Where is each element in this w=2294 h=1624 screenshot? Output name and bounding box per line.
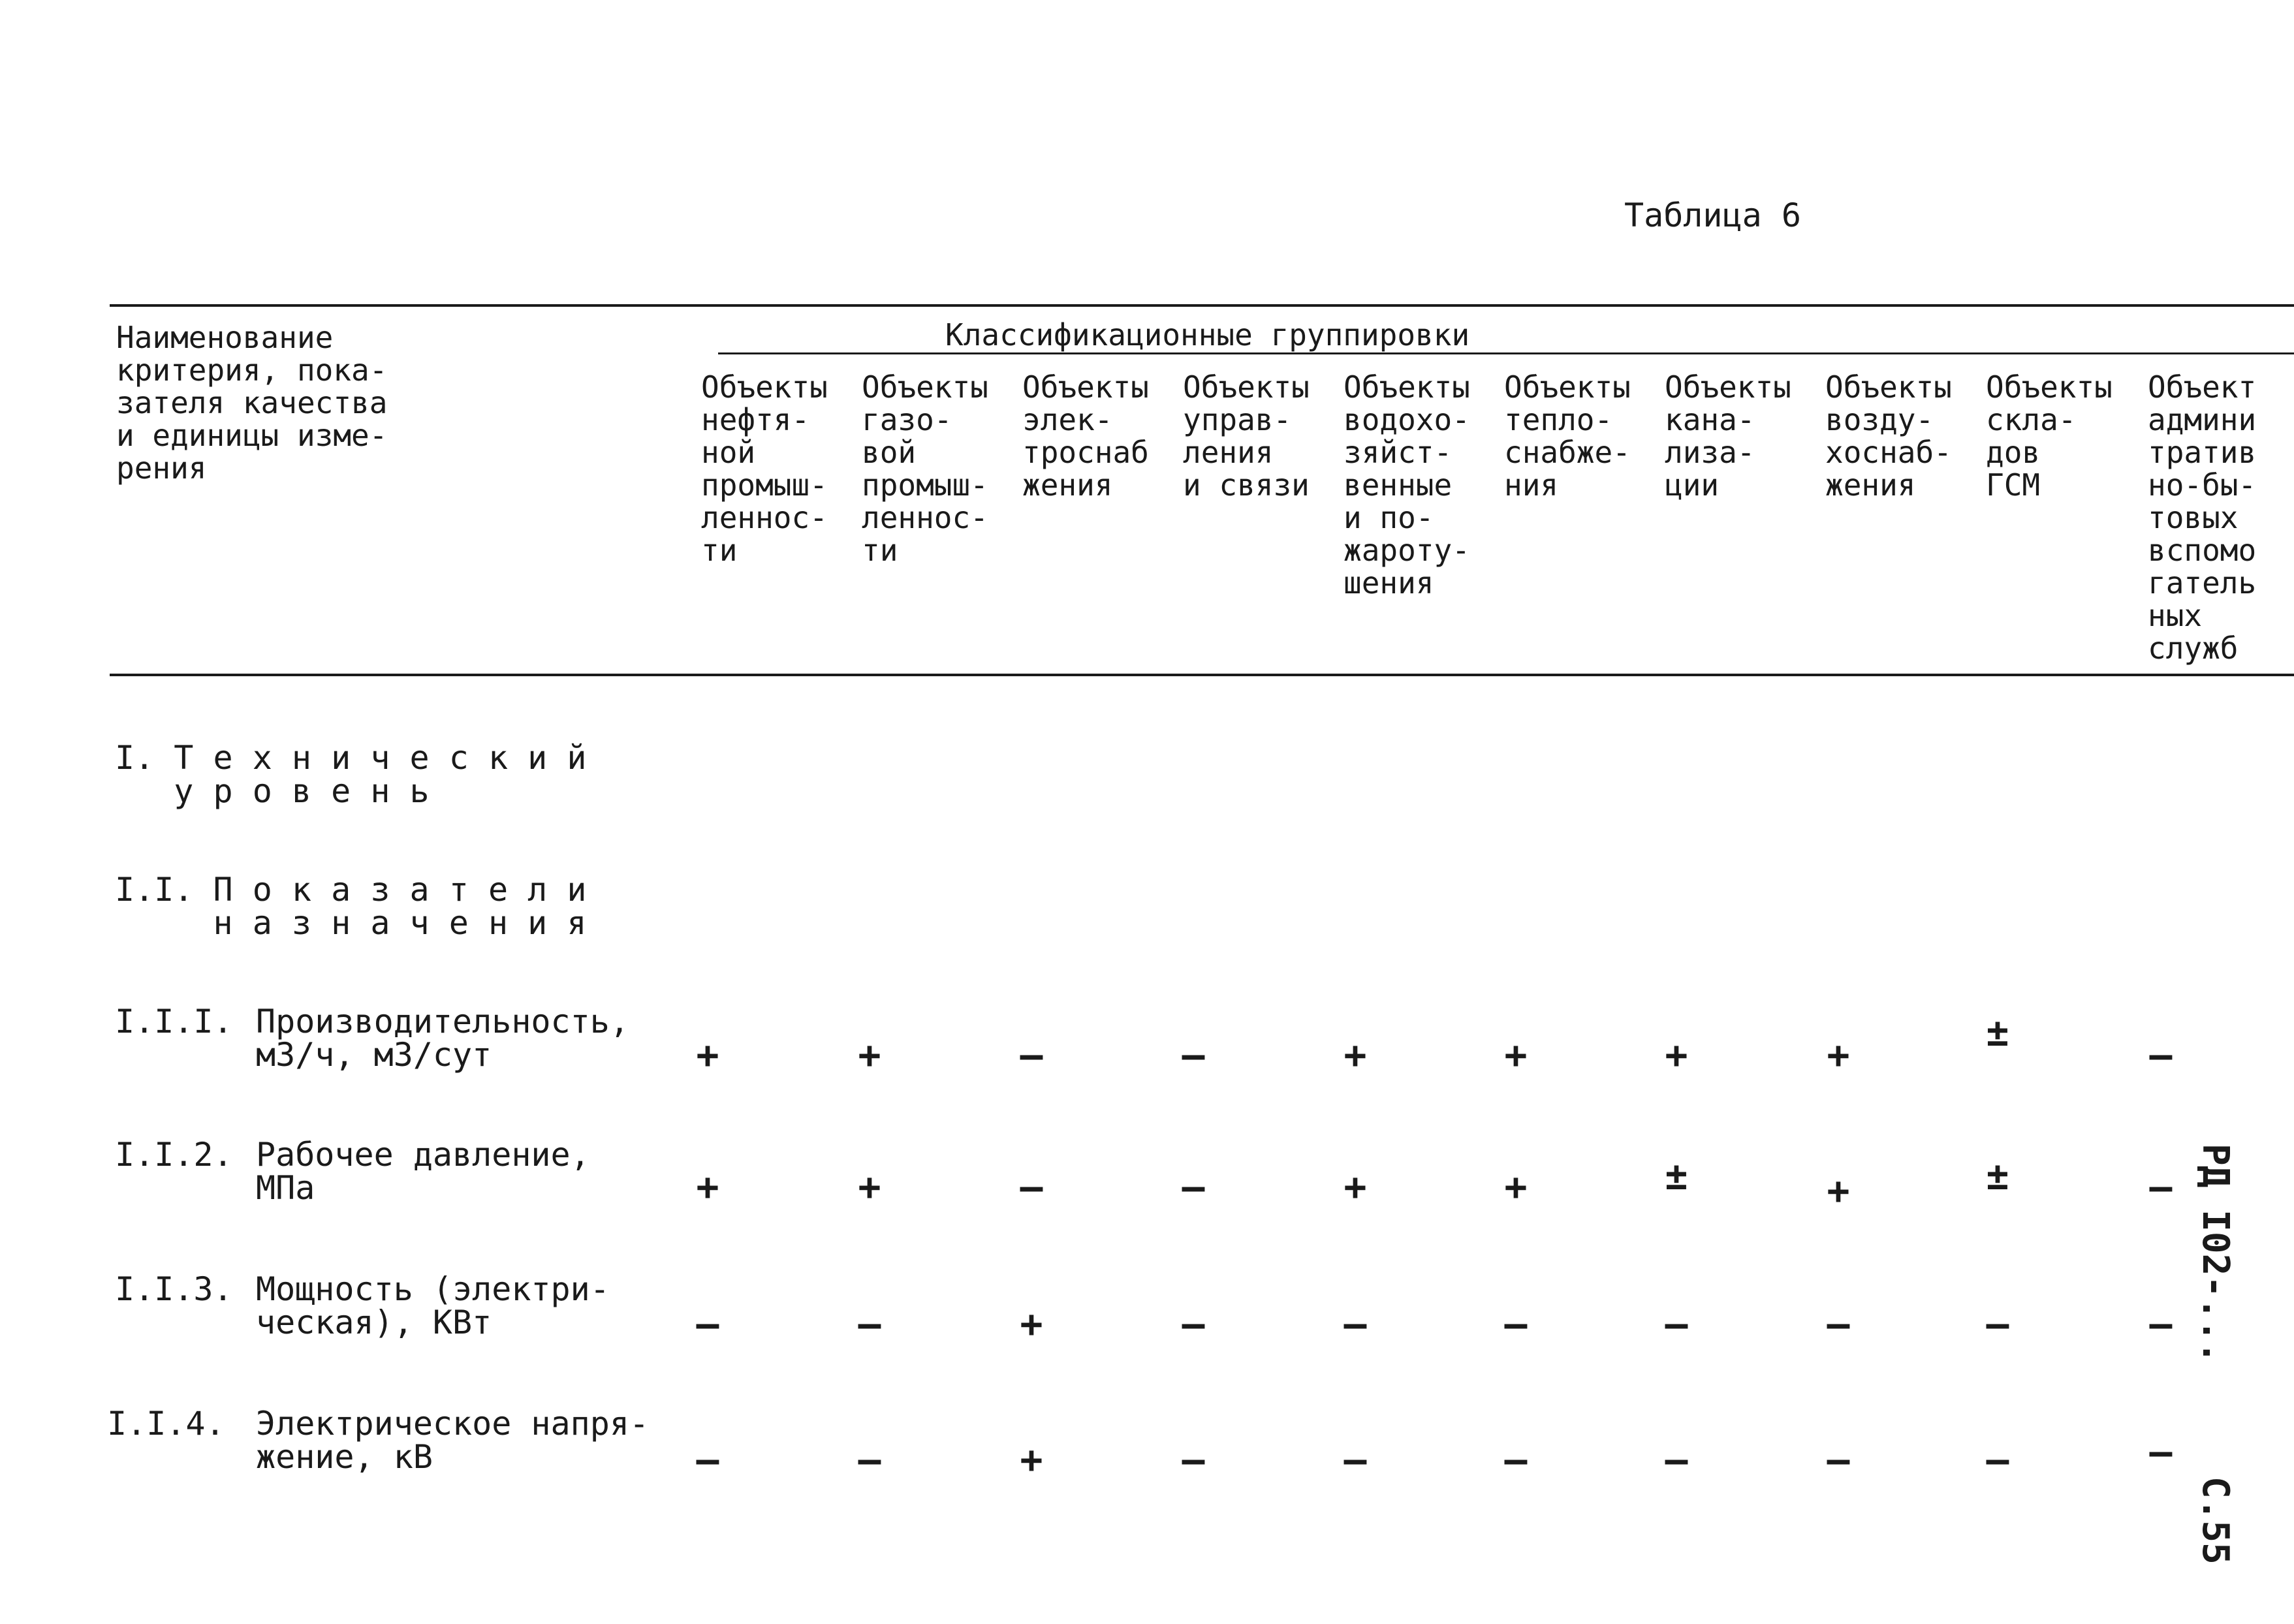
- value-cell: –: [1504, 1302, 1528, 1346]
- value-cell: ±: [1665, 1154, 1688, 1198]
- document-code: РД I02-...: [2194, 1144, 2237, 1364]
- value-cell: –: [2149, 1429, 2173, 1474]
- value-cell: +: [858, 1164, 881, 1209]
- value-cell: –: [1182, 1302, 1205, 1346]
- column-header-fuel-storage: Объекты скла- дов ГСМ: [1986, 369, 2113, 503]
- value-cell: +: [1343, 1164, 1367, 1209]
- value-cell: –: [1986, 1302, 2009, 1346]
- column-header-heat-supply: Объекты тепло- снабже- ния: [1504, 369, 1631, 503]
- value-cell: ±: [1986, 1154, 2009, 1198]
- column-header-oil: Объекты нефтя- ной промыш- леннос- ти: [701, 369, 828, 568]
- header-bottom-rule: [110, 674, 2294, 676]
- value-cell: +: [1827, 1168, 1850, 1213]
- page-number: С.55: [2194, 1476, 2237, 1565]
- row-code: I.I.2.: [115, 1136, 233, 1174]
- section-purpose-indicators: I.I. П о к а з а т е л и н а з н а ч е н и я: [115, 871, 587, 942]
- column-header-admin-services: Объект админи тратив но-бы- товых вспомо гатель ных служб: [2148, 369, 2257, 666]
- value-cell: –: [696, 1437, 719, 1482]
- group-header-rule: [718, 352, 2294, 354]
- section-technical-level: I. Т е х н и ч е с к и й у р о в е н ь: [115, 739, 587, 810]
- column-header-air-supply: Объекты возду- хоснаб- жения: [1825, 369, 1952, 503]
- value-cell: +: [1343, 1033, 1367, 1077]
- value-cell: –: [858, 1437, 881, 1482]
- row-code: I.I.4.: [107, 1405, 225, 1443]
- table-title: Таблица 6: [1624, 196, 1801, 234]
- value-cell: –: [1665, 1437, 1688, 1482]
- value-cell: +: [1020, 1302, 1043, 1346]
- value-cell: –: [2149, 1302, 2173, 1346]
- row-label: Электрическое напря- жение, кВ: [256, 1405, 650, 1476]
- row-code: I.I.3.: [115, 1270, 233, 1308]
- value-cell: –: [1182, 1033, 1205, 1077]
- row-label: Рабочее давление, МПа: [256, 1136, 590, 1207]
- value-cell: –: [1504, 1437, 1528, 1482]
- group-header: Классификационные группировки: [945, 317, 1470, 352]
- value-cell: –: [1020, 1164, 1043, 1209]
- value-cell: +: [1020, 1437, 1043, 1482]
- row-label: Мощность (электри- ческая), КВт: [256, 1270, 610, 1341]
- column-header-control-communication: Объекты управ- ления и связи: [1183, 369, 1310, 503]
- value-cell: +: [858, 1033, 881, 1077]
- value-cell: –: [1827, 1437, 1850, 1482]
- column-header-power-supply: Объекты элек- троснаб жения: [1022, 369, 1149, 503]
- value-cell: –: [1182, 1164, 1205, 1209]
- value-cell: +: [696, 1164, 719, 1209]
- value-cell: –: [696, 1302, 719, 1346]
- value-cell: –: [1986, 1437, 2009, 1482]
- value-cell: –: [1182, 1437, 1205, 1482]
- row-code: I.I.I.: [115, 1003, 233, 1040]
- value-cell: +: [696, 1033, 719, 1077]
- value-cell: +: [1504, 1033, 1528, 1077]
- value-cell: +: [1665, 1033, 1688, 1077]
- header-top-rule: [110, 304, 2294, 307]
- value-cell: –: [2149, 1164, 2173, 1209]
- criterion-header: Наименование критерия, пока- зателя качества и единицы изме- рения: [116, 320, 388, 486]
- column-header-sewerage: Объекты кана- лиза- ции: [1665, 369, 1791, 503]
- row-label: Производительность, м3/ч, м3/сут: [256, 1003, 629, 1074]
- value-cell: –: [1343, 1302, 1367, 1346]
- value-cell: –: [1665, 1302, 1688, 1346]
- column-header-water-firefighting: Объекты водохо- зяйст- венные и по- жароту- шения: [1343, 369, 1470, 601]
- column-header-gas: Объекты газо- вой промыш- леннос- ти: [862, 369, 988, 568]
- value-cell: –: [858, 1302, 881, 1346]
- value-cell: ±: [1986, 1010, 2009, 1055]
- value-cell: +: [1504, 1164, 1528, 1209]
- value-cell: –: [1343, 1437, 1367, 1482]
- value-cell: –: [1020, 1033, 1043, 1077]
- value-cell: –: [1827, 1302, 1850, 1346]
- value-cell: –: [2149, 1033, 2173, 1077]
- value-cell: +: [1827, 1033, 1850, 1077]
